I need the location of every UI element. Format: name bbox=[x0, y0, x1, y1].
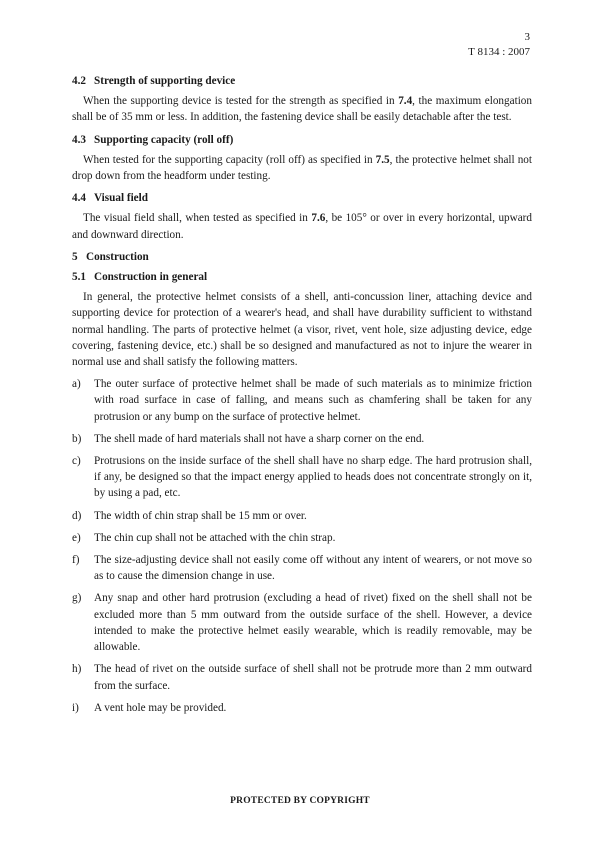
section-heading-5-1: 5.1 Construction in general bbox=[72, 271, 208, 284]
section-5-1-intro: In general, the protective helmet consists of a shell, anti-concussion liner, attaching device and supporting device for protection of a wearer's head, and shall have durability sufficient to withstand normal handling. The parts of protective helmet (a visor, rivet, vent hole, size adjusting device, edge covering, fastening device, etc.) shall be so designed and manufactured as not to injure the wearer in normal use and shall satisfy the following matters. bbox=[72, 291, 532, 369]
list-item: e) The chin cup shall not be attached with the chin strap. bbox=[72, 531, 336, 544]
list-item: f) The size-adjusting device shall not easily come off without any intent of wearers, or not move so as to cause the dimension change in use. bbox=[72, 554, 532, 583]
page-content bbox=[72, 73, 532, 722]
section-heading-4-4: 4.4 Visual field bbox=[72, 192, 148, 205]
list-item: h) The head of rivet on the outside surface of shell shall not be protrude more than 2 mm outward from the surface. bbox=[72, 663, 532, 692]
requirements-list bbox=[72, 376, 532, 716]
section-4-4-paragraph: The visual field shall, when tested as specified in 7.6, be 105° or over in every horizontal, upward and downward direction. bbox=[72, 212, 532, 241]
list-item: a) The outer surface of protective helmet shall be made of such materials as to minimize friction with road surface in case of falling, and means such as chamfering shall be taken for any protrusion or any bump on the surface of protective helmet. bbox=[72, 378, 532, 423]
section-heading-4-2: 4.2 Strength of supporting device bbox=[72, 75, 236, 87]
copyright-footer: PROTECTED BY COPYRIGHT bbox=[230, 796, 370, 806]
list-item: d) The width of chin strap shall be 15 mm or over. bbox=[72, 509, 307, 522]
list-item: b) The shell made of hard materials shall not have a sharp corner on the end. bbox=[72, 432, 425, 445]
section-4-2-paragraph: When the supporting device is tested for the strength as specified in 7.4, the maximum elongation shall be of 35 mm or less. In addition, the fastening device shall be easily detachable after the test. bbox=[72, 95, 532, 124]
list-item: c) Protrusions on the inside surface of the shell shall have no sharp edge. The hard protrusion shall, if any, be designed so that the impact energy applied to heads does not concentrate strongly on it, by using a pad, etc. bbox=[72, 455, 532, 500]
page-number: 3 bbox=[524, 31, 530, 43]
section-heading-4-3: 4.3 Supporting capacity (roll off) bbox=[72, 133, 234, 146]
list-item: i) A vent hole may be provided. bbox=[72, 701, 227, 714]
section-4-3-paragraph: When tested for the supporting capacity (roll off) as specified in 7.5, the protective helmet shall not drop down from the headform under testing. bbox=[72, 153, 533, 183]
list-item: g) Any snap and other hard protrusion (excluding a head of rivet) fixed on the shell shall not be excluded more than 5 mm outward from the outside surface of the shell. However, a device intended to make the protective helmet easily wearable, which is readily removable, may be allowable. bbox=[72, 592, 532, 654]
chapter-heading-5: 5 Construction bbox=[72, 250, 149, 263]
standard-number: T 8134 : 2007 bbox=[468, 46, 530, 58]
